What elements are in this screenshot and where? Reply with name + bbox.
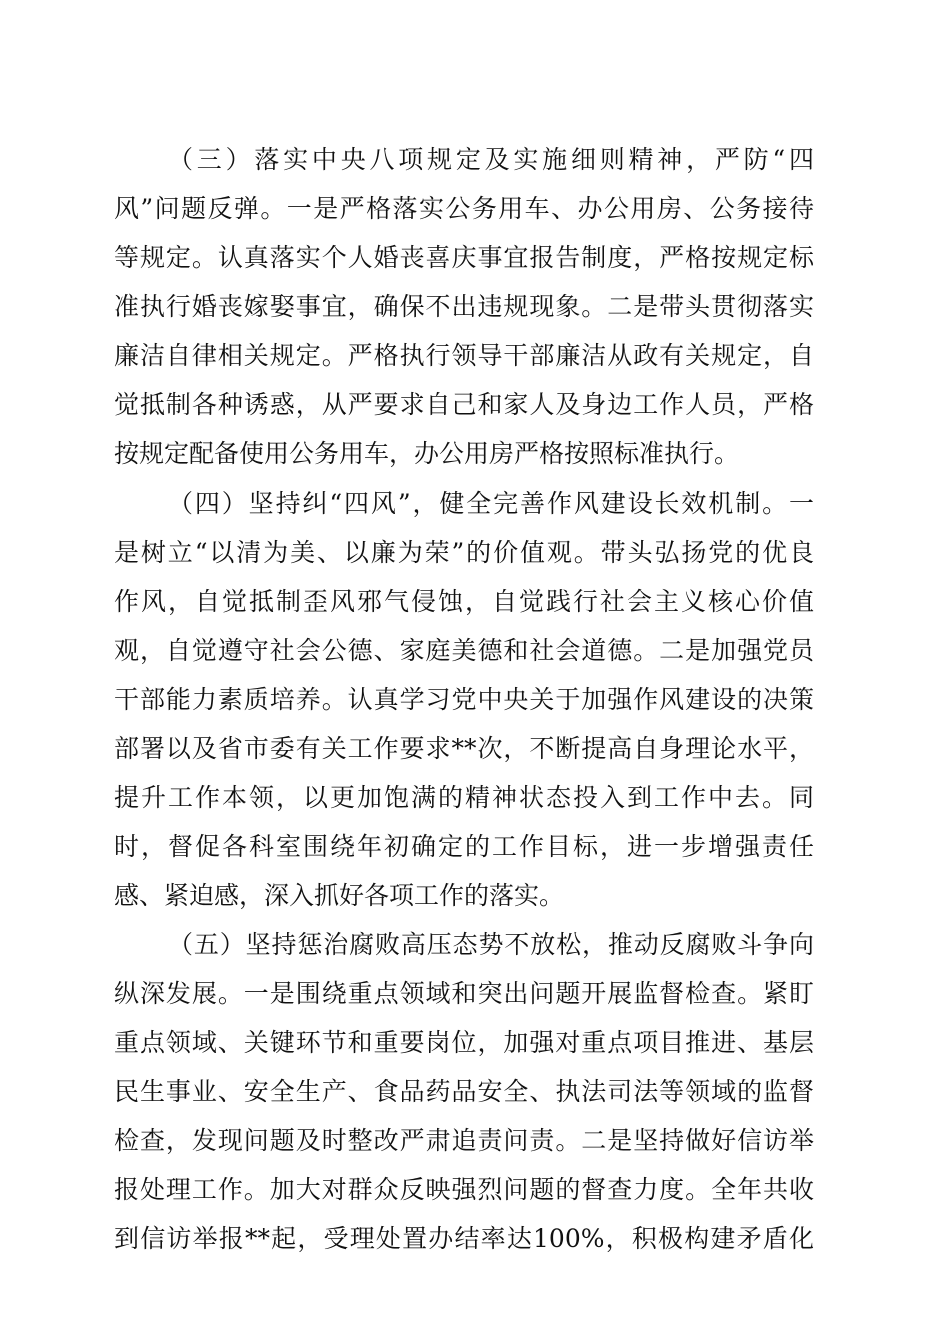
paragraph-3-line-7: 按规定配备使用公务用车，办公用房严格按照标准执行。 bbox=[114, 439, 740, 468]
paragraph-3-line-4: 准执行婚丧嫁娶事宜，确保不出违规现象。二是带头贯彻落实 bbox=[114, 292, 814, 321]
paragraph-4-line-4: 观，自觉遵守社会公德、家庭美德和社会道德。二是加强党员 bbox=[114, 636, 814, 665]
paragraph-4-line-1: （四）坚持纠“四风”，健全完善作风建设长效机制。一 bbox=[168, 489, 814, 518]
paragraph-4-line-5: 干部能力素质培养。认真学习党中央关于加强作风建设的决策 bbox=[114, 685, 814, 714]
paragraph-3-line-5: 廉洁自律相关规定。严格执行领导干部廉洁从政有关规定，自 bbox=[114, 341, 814, 370]
paragraph-5-line-7: 到信访举报**起，受理处置办结率达100%，积极构建矛盾化 bbox=[114, 1224, 814, 1253]
paragraph-5-line-2: 纵深发展。一是围绕重点领域和突出问题开展监督检查。紧盯 bbox=[114, 979, 814, 1008]
paragraph-4-line-7: 提升工作本领，以更加饱满的精神状态投入到工作中去。同 bbox=[114, 783, 814, 812]
paragraph-3-line-6: 觉抵制各种诱惑，从严要求自己和家人及身边工作人员，严格 bbox=[114, 390, 814, 419]
paragraph-3-line-3: 等规定。认真落实个人婚丧喜庆事宜报告制度，严格按规定标 bbox=[114, 243, 814, 272]
paragraph-3-line-1: （三）落实中央八项规定及实施细则精神，严防“四 bbox=[168, 145, 814, 174]
paragraph-5-line-4: 民生事业、安全生产、食品药品安全、执法司法等领域的监督 bbox=[114, 1077, 814, 1106]
paragraph-5-line-3: 重点领域、关键环节和重要岗位，加强对重点项目推进、基层 bbox=[114, 1028, 814, 1057]
paragraph-4-line-9: 感、紧迫感，深入抓好各项工作的落实。 bbox=[114, 881, 565, 910]
paragraph-5-line-1: （五）坚持惩治腐败高压态势不放松，推动反腐败斗争向 bbox=[168, 930, 814, 959]
paragraph-3-line-2: 风”问题反弹。一是严格落实公务用车、办公用房、公务接待 bbox=[114, 194, 814, 223]
paragraph-4-line-3: 作风，自觉抵制歪风邪气侵蚀，自觉践行社会主义核心价值 bbox=[114, 587, 814, 616]
paragraph-5-line-6: 报处理工作。加大对群众反映强烈问题的督查力度。全年共收 bbox=[114, 1175, 814, 1204]
paragraph-5-line-5: 检查，发现问题及时整改严肃追责问责。二是坚持做好信访举 bbox=[114, 1126, 814, 1155]
paragraph-4-line-6: 部署以及省市委有关工作要求**次，不断提高自身理论水平， bbox=[114, 734, 814, 763]
paragraph-4-line-8: 时，督促各科室围绕年初确定的工作目标，进一步增强责任 bbox=[114, 832, 814, 861]
paragraph-4-line-2: 是树立“以清为美、以廉为荣”的价值观。带头弘扬党的优良 bbox=[114, 538, 814, 567]
